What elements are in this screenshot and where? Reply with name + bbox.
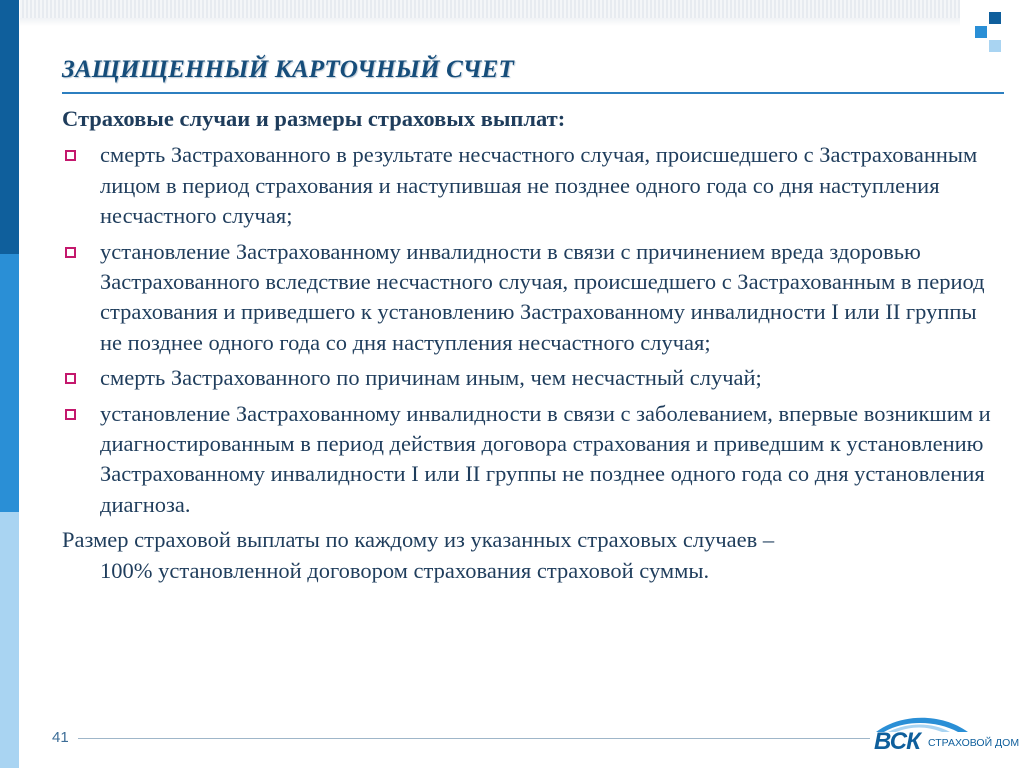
list-item xyxy=(62,399,997,521)
body-lead: Страховые случаи и размеры страховых выплат: xyxy=(62,106,566,131)
list-item xyxy=(62,363,997,393)
deco-square xyxy=(989,40,1001,52)
slide-body xyxy=(62,104,997,586)
slide-title: ЗАЩИЩЕННЫЙ КАРТОЧНЫЙ СЧЕТ xyxy=(62,56,514,83)
company-logo xyxy=(870,710,1020,762)
deco-square xyxy=(975,26,987,38)
list-item xyxy=(62,140,997,231)
list-item-text: смерть Застрахованного в результате несчастного случая, происшедшего с Застрахованным лицом в период страхования и наступившая не позднее одного года со дня наступления несчастного случая; xyxy=(100,142,978,229)
left-accent-bar xyxy=(0,0,19,768)
closing-line-2: 100% установленной договором страхования страховой суммы. xyxy=(100,557,710,583)
title-underline xyxy=(62,92,1004,94)
footer-divider xyxy=(78,738,870,739)
list-item-text: установление Застрахованному инвалидности в связи с причинением вреда здоровью Застрахованного вследствие несчастного случая, происшедшего с Застрахованным в период страхования и приведшего к установлению Застрахованному инвалидности I или II группы не позднее одного года со дня наступления несчастного случая; xyxy=(100,238,985,355)
left-bar-dark-segment xyxy=(0,0,19,254)
closing-line-1: Размер страховой выплаты по каждому из указанных страховых случаев – xyxy=(62,527,775,553)
logo-abbreviation: ВСК xyxy=(874,728,920,755)
square-bullet-icon xyxy=(65,247,76,258)
closing-paragraph xyxy=(62,525,997,586)
left-bar-light-segment xyxy=(0,512,19,768)
deco-square xyxy=(989,12,1001,24)
square-bullet-icon xyxy=(65,409,76,420)
list-item xyxy=(62,237,997,359)
square-bullet-icon xyxy=(65,150,76,161)
left-bar-mid-segment xyxy=(0,254,19,512)
logo-company-name: СТРАХОВОЙ ДОМ xyxy=(928,737,1020,749)
square-bullet-icon xyxy=(65,373,76,384)
page-number: 41 xyxy=(52,729,69,746)
list-item-text: установление Застрахованному инвалидности в связи с заболеванием, впервые возникшим и диагностированным в период действия договора страхования и приведшим к установлению Застрахованному инвалидности I или II группы не позднее одного года со дня установления диагноза. xyxy=(100,400,991,517)
top-texture-strip xyxy=(20,0,960,26)
list-item-text: смерть Застрахованного по причинам иным, чем несчастный случай; xyxy=(100,365,762,391)
